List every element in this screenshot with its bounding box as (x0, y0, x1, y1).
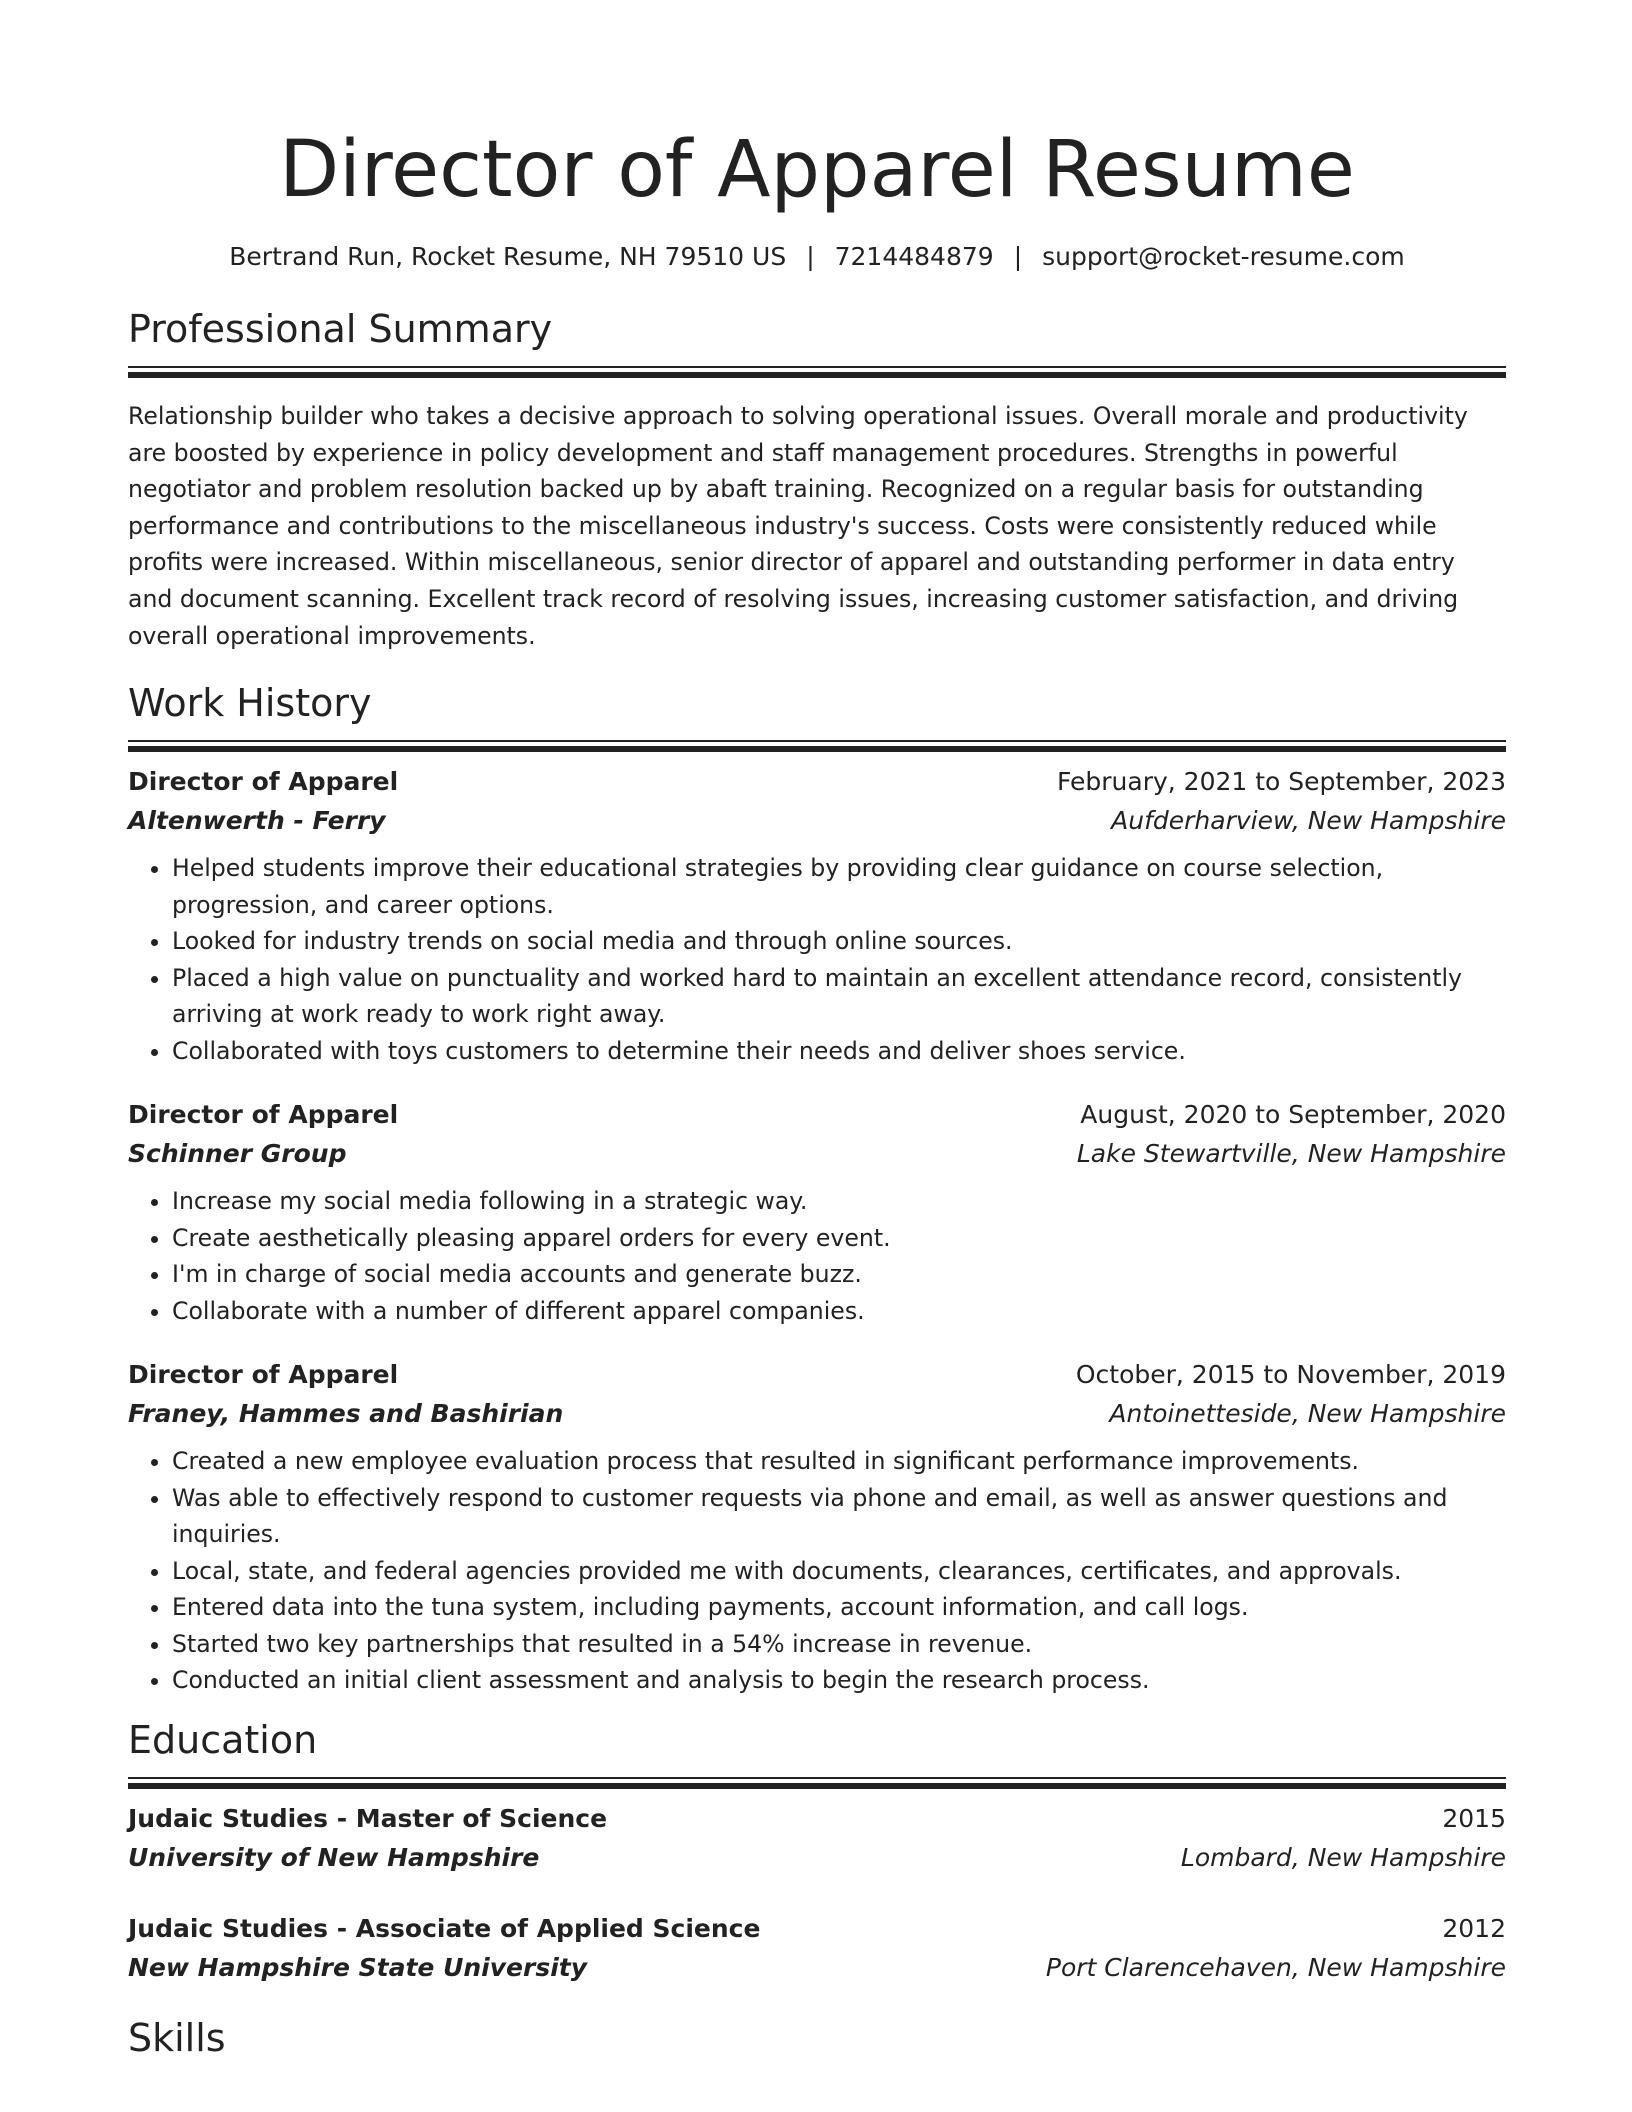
resume-page (128, 0, 1506, 2063)
contact-phone: 7214484879 (834, 242, 994, 271)
work-section (128, 678, 1506, 1699)
education-degree: Judaic Studies - Associate of Applied Science (128, 1913, 761, 1943)
job-bullet: • Looked for industry trends on social media and through online sources. (172, 923, 1506, 960)
job-bullet: • Was able to effectively respond to customer requests via phone and email, as well as answer questions and inquiries. (172, 1480, 1506, 1553)
education-degree: Judaic Studies - Master of Science (128, 1803, 608, 1833)
contact-address: Bertrand Run, Rocket Resume, NH 79510 US (229, 242, 787, 271)
education-entry (128, 1799, 1506, 1877)
job-bullets (128, 1183, 1506, 1329)
job-bullet: • Started two key partnerships that resulted in a 54% increase in revenue. (172, 1626, 1506, 1663)
job-bullet: • Placed a high value on punctuality and worked hard to maintain an excellent attendance record, consistently arriving at work ready to work right away. (172, 960, 1506, 1033)
skills-section (128, 2013, 1506, 2063)
summary-section (128, 304, 1506, 654)
job-title: Director of Apparel (128, 767, 399, 797)
job-bullet: • Conducted an initial client assessment and analysis to begin the research process. (172, 1662, 1506, 1699)
job-entry (128, 1355, 1506, 1699)
job-bullet: • Create aesthetically pleasing apparel orders for every event. (172, 1220, 1506, 1257)
section-divider (128, 740, 1506, 742)
work-heading: Work History (128, 681, 372, 726)
contact-separator: | (806, 242, 815, 271)
job-bullet: • Increase my social media following in a strategic way. (172, 1183, 1506, 1220)
job-header (128, 762, 1506, 801)
job-bullet: • Collaborate with a number of different apparel companies. (172, 1293, 1506, 1330)
education-entry (128, 1909, 1506, 1987)
summary-heading: Professional Summary (128, 307, 553, 351)
education-school: New Hampshire State University (128, 1952, 588, 1982)
job-location: Aufderharview, New Hampshire (1111, 806, 1506, 836)
education-header (128, 1799, 1506, 1838)
job-bullet: • I'm in charge of social media accounts and generate buzz. (172, 1256, 1506, 1293)
job-header (128, 1095, 1506, 1134)
job-dates: October, 2015 to November, 2019 (1075, 1360, 1506, 1390)
job-header (128, 1355, 1506, 1394)
skills-heading: Skills (128, 2015, 226, 2060)
education-year: 2015 (1442, 1803, 1506, 1833)
section-divider (128, 1777, 1506, 1779)
education-location: Lombard, New Hampshire (1180, 1842, 1506, 1872)
document-title: Director of Apparel Resume (279, 125, 1355, 215)
job-dates: February, 2021 to September, 2023 (1057, 767, 1506, 797)
education-year: 2012 (1442, 1913, 1506, 1943)
job-subheader (128, 801, 1506, 840)
summary-text: Relationship builder who takes a decisive approach to solving operational issues. Overall morale and productivity are boosted by experience in policy development and staff management procedures. Strengths in powerful negotiator and problem resolution backed up by abaft training. Recognized on a regular basis for outstanding performance and contributions to the miscellaneous industry's success. Costs were consistently reduced while profits were increased. Within miscellaneous, senior director of apparel and outstanding performer in data entry and document scanning. Excellent track record of resolving issues, increasing customer satisfaction, and driving overall operational improvements. (128, 402, 1468, 650)
job-bullet: • Helped students improve their educational strategies by providing clear guidance on course selection, progression, and career options. (172, 850, 1506, 923)
education-heading: Education (128, 1717, 318, 1762)
job-title: Director of Apparel (128, 1360, 399, 1390)
education-location: Port Clarencehaven, New Hampshire (1045, 1952, 1506, 1982)
job-bullet: • Created a new employee evaluation process that resulted in significant performance improvements. (172, 1443, 1506, 1480)
job-bullets (128, 850, 1506, 1069)
education-subheader (128, 1838, 1506, 1877)
job-bullets (128, 1443, 1506, 1699)
education-header (128, 1909, 1506, 1948)
education-school: University of New Hampshire (128, 1842, 540, 1872)
job-entry (128, 1095, 1506, 1329)
job-location: Antoinetteside, New Hampshire (1109, 1399, 1506, 1429)
education-section (128, 1715, 1506, 1987)
contact-separator: | (1013, 242, 1023, 271)
job-company: Schinner Group (128, 1139, 347, 1169)
job-dates: August, 2020 to September, 2020 (1080, 1100, 1506, 1130)
job-entry (128, 762, 1506, 1069)
job-subheader (128, 1394, 1506, 1433)
job-company: Altenwerth - Ferry (128, 806, 386, 836)
job-location: Lake Stewartville, New Hampshire (1076, 1139, 1506, 1169)
contact-line (128, 240, 1506, 274)
job-bullet: • Collaborated with toys customers to determine their needs and deliver shoes service. (172, 1033, 1506, 1070)
job-subheader (128, 1134, 1506, 1173)
job-bullet: • Local, state, and federal agencies provided me with documents, clearances, certificates, and approvals. (172, 1553, 1506, 1590)
education-subheader (128, 1948, 1506, 1987)
section-divider (128, 366, 1506, 368)
job-bullet: • Entered data into the tuna system, including payments, account information, and call logs. (172, 1589, 1506, 1626)
job-company: Franey, Hammes and Bashirian (128, 1399, 564, 1429)
job-title: Director of Apparel (128, 1100, 399, 1130)
contact-email: support@rocket-resume.com (1042, 242, 1405, 271)
